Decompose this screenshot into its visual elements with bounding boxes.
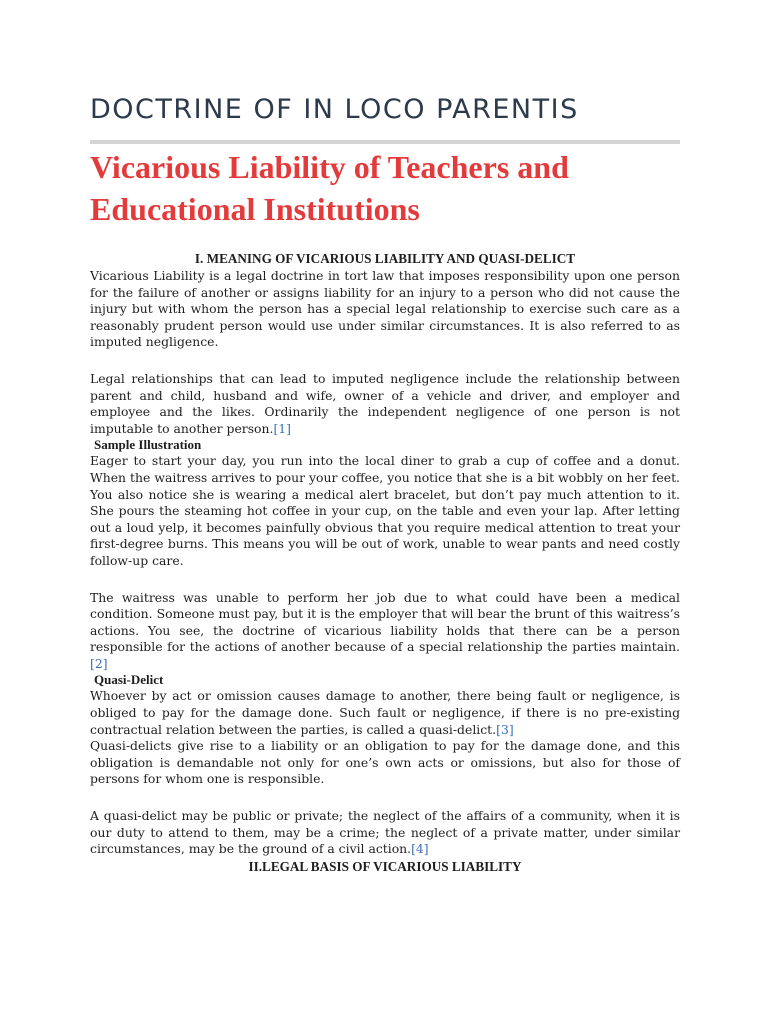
paragraph-waitress [90, 590, 680, 673]
subheading-quasi-delict: Quasi-Delict [94, 672, 164, 688]
subtitle-line-2: Educational Institutions [90, 191, 420, 227]
paragraph-quasi-delict-liability: Quasi-delicts give rise to a liability or an obligation to pay for the damage done, and this obligation is demandable not only for one’s own acts or omissions, but also for those of persons for whom one is responsible. [90, 738, 680, 787]
paragraph-quasi-delict-definition [90, 688, 680, 738]
paragraph-definition: Vicarious Liability is a legal doctrine in tort law that imposes responsibility upon one person for the failure of another or assigns liability for an injury to a person who did not cause the injury but with whom the person has a special legal relationship to exercise such care as a reasonably prudent person would use under similar circumstances. It is also referred to as imputed negligence. [90, 268, 680, 350]
paragraph-text: A quasi-delict may be public or private; the neglect of the affairs of a community, when it is our duty to attend to them, may be a crime; the neglect of a private matter, under similar circumstances, may be the ground of a civil action. [90, 808, 680, 857]
title-divider [90, 140, 680, 144]
paragraph-text: Whoever by act or omission causes damage to another, there being fault or negligence, is obliged to pay for the damage done. Such fault or negligence, if there is no pre-existing contractual relation between the parties, is called a quasi-delict. [90, 688, 680, 737]
paragraph-text: Legal relationships that can lead to imputed negligence include the relationship between parent and child, husband and wife, owner of a vehicle and driver, and employer and employee and the likes. Ordinarily the independent negligence of one person is not imputable to another person. [90, 370, 680, 436]
subheading-sample-illustration: Sample Illustration [94, 437, 202, 453]
footnote-link-3[interactable]: [3] [496, 721, 514, 737]
footnote-link-1[interactable]: [1] [273, 420, 292, 436]
paragraph-text: The waitress was unable to perform her job due to what could have been a medical condition. Someone must pay, but it is the employer that will bear the brunt of this waitress’s actions. You see, the doctrine of vicarious liability holds that there can be a person responsible for the actions of another because of a special relationship the parties maintain. [90, 589, 680, 655]
document-subtitle [90, 146, 680, 230]
document-title: DOCTRINE OF IN LOCO PARENTIS [90, 94, 579, 125]
spacer [90, 570, 680, 590]
footnote-link-4[interactable]: [4] [411, 841, 429, 857]
section-heading-2: II.LEGAL BASIS OF VICARIOUS LIABILITY [248, 858, 522, 874]
document-body [90, 250, 680, 876]
spacer [90, 788, 680, 808]
paragraph-illustration: Eager to start your day, you run into the local diner to grab a cup of coffee and a donut. When the waitress arrives to pour your coffee, you notice that she is a bit wobbly on her feet. You also notice she is wearing a medical alert bracelet, but don’t pay much attention to it. She pours the steaming hot coffee in your cup, on the table and even your lap. After letting out a loud yelp, it becomes painfully obvious that you require medical attention to treat your first-degree burns. This means you will be out of work, unable to wear pants and need costly follow-up care. [90, 453, 680, 568]
footnote-link-2[interactable]: [2] [90, 655, 108, 671]
paragraph-public-private [90, 808, 680, 858]
subtitle-line-1: Vicarious Liability of Teachers and [90, 149, 569, 185]
section-heading-1: I. MEANING OF VICARIOUS LIABILITY AND QUASI-DELICT [194, 251, 576, 266]
paragraph-relationships [90, 371, 680, 437]
spacer [90, 351, 680, 371]
